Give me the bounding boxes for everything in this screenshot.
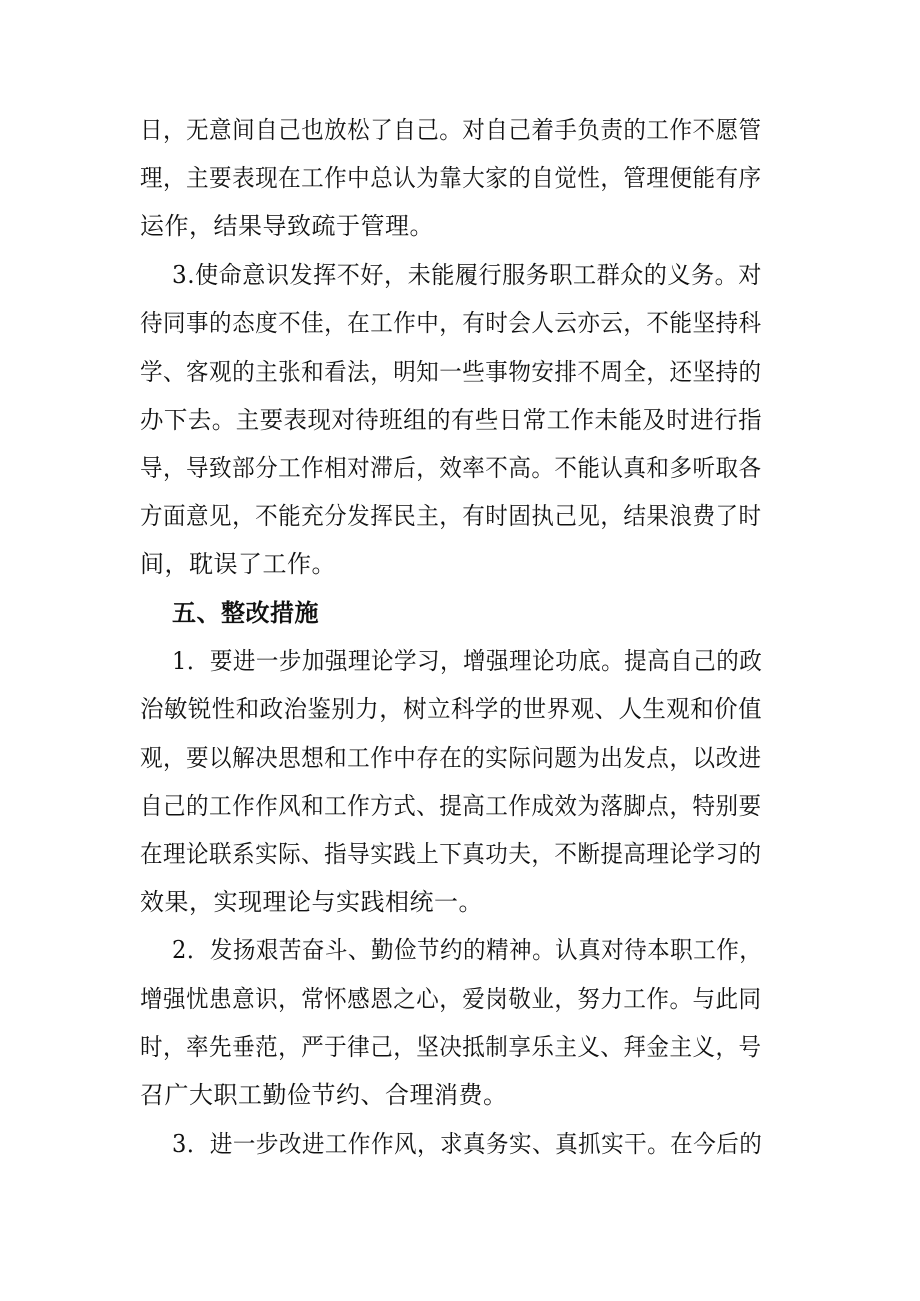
body-line: 增强忧患意识，常怀感恩之心，爱岗敬业，努力工作。与此同: [140, 985, 762, 1013]
body-line: 自己的工作作风和工作方式、提高工作成效为落脚点，特别要: [140, 792, 762, 820]
body-line: 治敏锐性和政治鉴别力，树立科学的世界观、人生观和价值: [140, 695, 762, 723]
body-line: 召广大职工勤俭节约、合理消费。: [140, 1081, 508, 1109]
body-line: 待同事的态度不佳，在工作中，有时会人云亦云，不能坚持科: [140, 309, 762, 337]
body-line: 导，导致部分工作相对滞后，效率不高。不能认真和多听取各: [140, 454, 762, 482]
body-line: 2．发扬艰苦奋斗、勤俭节约的精神。认真对待本职工作，: [172, 936, 763, 964]
body-line: 理，主要表现在工作中总认为靠大家的自觉性，管理便能有序: [140, 164, 762, 192]
body-line: 观，要以解决思想和工作中存在的实际问题为出发点，以改进: [140, 744, 762, 772]
body-line: 运作，结果导致疏于管理。: [140, 212, 434, 240]
body-line: 时，率先垂范，严于律己，坚决抵制享乐主义、拜金主义，号: [140, 1033, 762, 1061]
body-line: 在理论联系实际、指导实践上下真功夫，不断提高理论学习的: [140, 840, 762, 868]
body-line: 日，无意间自己也放松了自己。对自己着手负责的工作不愿管: [140, 116, 762, 144]
body-line: 方面意见，不能充分发挥民主，有时固执己见，结果浪费了时: [140, 502, 762, 530]
body-line: 1．要进一步加强理论学习，增强理论功底。提高自己的政: [172, 647, 763, 675]
body-line: 3．进一步改进工作作风，求真务实、真抓实干。在今后的: [172, 1130, 763, 1158]
body-line: 3.使命意识发挥不好，未能履行服务职工群众的义务。对: [172, 261, 762, 289]
body-line: 办下去。主要表现对待班组的有些日常工作未能及时进行指: [140, 406, 762, 434]
body-line: 间，耽误了工作。: [140, 550, 336, 578]
body-line: 学、客观的主张和看法，明知一些事物安排不周全，还坚持的: [140, 358, 762, 386]
section-heading: 五、整改措施: [172, 598, 319, 627]
body-line: 效果，实现理论与实践相统一。: [140, 888, 483, 916]
